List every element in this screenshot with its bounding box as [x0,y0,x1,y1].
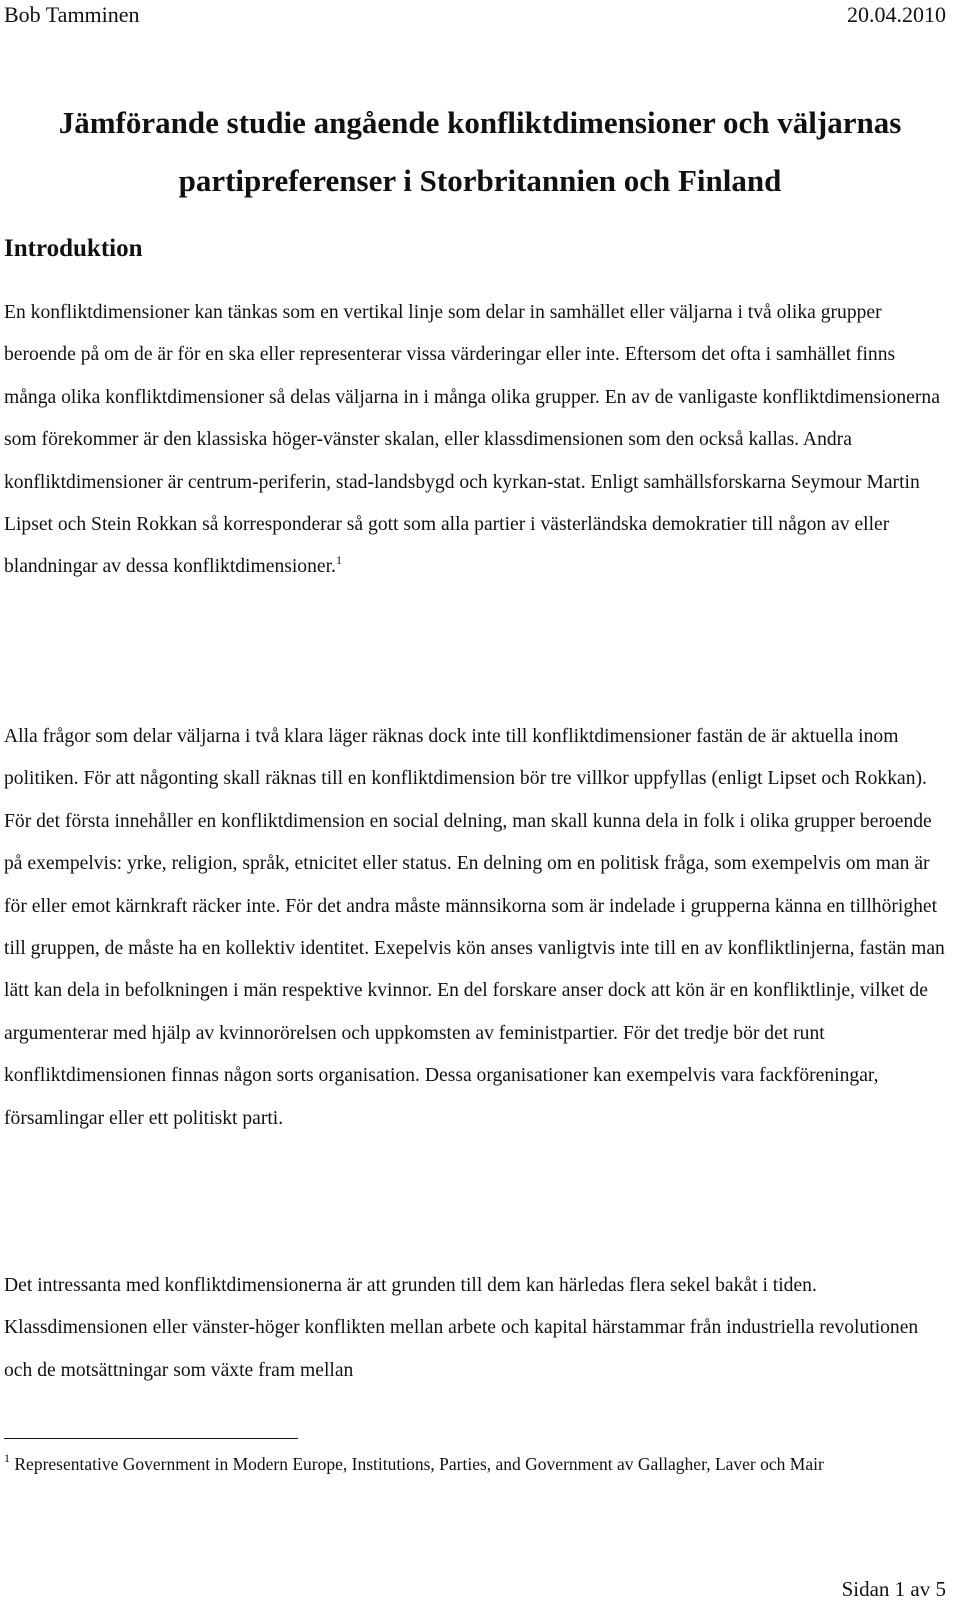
footnote-text: Representative Government in Modern Europe, Institutions, Parties, and Government av Gallagher, Laver och Mair [14,1454,824,1474]
document-title [0,94,960,210]
header-date: 20.04.2010 [847,2,946,27]
header-author: Bob Tamminen [4,2,140,27]
section-heading: Introduktion [4,235,143,262]
paragraph-1 [4,292,949,589]
paragraph-1-text: En konfliktdimensioner kan tänkas som en vertikal linje som delar in samhället eller väljarna i två olika grupper beroende på om de är för en ska eller representerar vissa värderingar eller inte. Eftersom det ofta i samhället finns många olika konfliktdimensioner så delas väljarna in i många olika grupper. En av de vanligaste konfliktdimensionerna som förekommer är den klassiska höger-vänster skalan, eller klassdimensionen som den också kallas. Andra konfliktdimensioner är centrum-periferin, stad-landsbygd och kyrkan-stat. Enligt samhällsforskarna Seymour Martin Lipset och Stein Rokkan så korresponderar så gott som alla partier i västerländska demokratier till någon av eller blandningar av dessa konfliktdimensioner. [4,302,940,578]
paragraph-3: Det intressanta med konfliktdimensionerna är att grunden till dem kan härledas flera sekel bakåt i tiden. Klassdimensionen eller vänster-höger konflikten mellan arbete och kapital härstammar från industriella revolutionen och de motsättningar som växte fram mellan [4,1275,919,1381]
title-line-1: Jämförande studie angående konfliktdimensioner och väljarnas [58,105,902,140]
footnote [4,1452,934,1476]
footnote-separator [4,1438,298,1439]
page-header [4,2,946,28]
footnote-number: 1 [4,1451,10,1465]
title-line-2: partipreferenser i Storbritannien och Finland [178,163,782,198]
paragraph-2: Alla frågor som delar väljarna i två klara läger räknas dock inte till konfliktdimensioner fastän de är aktuella inom politiken. För att någonting skall räknas till en konfliktdimension bör tre villkor uppfyllas (enligt Lipset och Rokkan). För det första innehåller en konfliktdimension en social delning, man skall kunna dela in folk i olika grupper beroende på exempelvis: yrke, religion, språk, etnicitet eller status. En delning om en politisk fråga, som exempelvis om man är för eller emot kärnkraft räcker inte. För det andra måste männsikorna som är indelade i grupperna känna en tillhörighet till gruppen, de måste ha en kollektiv identitet. Exepelvis kön anses vanligtvis inte till en av konfliktlinjerna, fastän man lätt kan dela in befolkningen i män respektive kvinnor. En del forskare anser dock att kön är en konfliktlinje, vilket de argumenterar med hjälp av kvinnorörelsen och uppkomsten av feministpartier. För det tredje bör det runt konfliktdimensionen finnas någon sorts organisation. Dessa organisationer kan exempelvis vara fackföreningar, församlingar eller ett politiskt parti. [4,726,945,1129]
footnote-marker: 1 [335,553,342,568]
page-number: Sidan 1 av 5 [841,1577,946,1601]
